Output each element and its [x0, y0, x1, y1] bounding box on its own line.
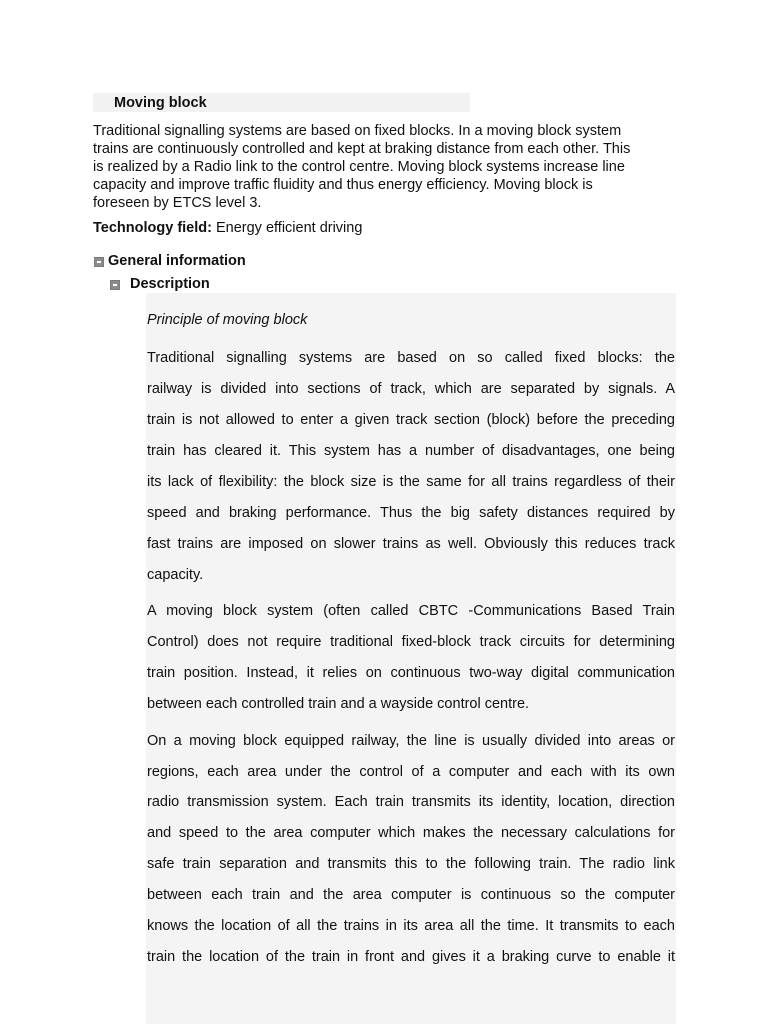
intro-line: is realized by a Radio link to the control centre. Moving block systems increase line [93, 159, 625, 175]
paragraph-line: fast trains are imposed on slower trains as well. Obviously this reduces track [147, 536, 675, 552]
collapse-minus-icon[interactable] [94, 257, 104, 267]
technology-field-label: Technology field: [93, 220, 212, 236]
paragraph-line: train position. Instead, it relies on continuous two-way digital communication [147, 665, 675, 681]
page-title: Moving block [114, 95, 207, 111]
paragraph-line: train the location of the train in front and gives it a braking curve to enable it [147, 949, 675, 965]
paragraph-line: between each train and the area computer is continuous so the computer [147, 887, 675, 903]
intro-paragraph [93, 122, 673, 212]
paragraph-line: speed and braking performance. Thus the big safety distances required by [147, 505, 675, 521]
intro-line: Traditional signalling systems are based on fixed blocks. In a moving block system [93, 123, 622, 139]
paragraph-line: railway is divided into sections of track, which are separated by signals. A [147, 381, 675, 397]
intro-line: capacity and improve traffic fluidity and thus energy efficiency. Moving block is [93, 177, 593, 193]
paragraph-line: capacity. [147, 567, 204, 583]
paragraph-line: radio transmission system. Each train transmits its identity, location, direction [147, 794, 675, 810]
description-heading[interactable]: Description [130, 276, 210, 292]
paragraph-line: between each controlled train and a wayside control centre. [147, 696, 530, 712]
description-panel [146, 293, 676, 1024]
collapse-minus-icon[interactable] [110, 280, 120, 290]
technology-field-value: Energy efficient driving [215, 220, 363, 236]
paragraph-line: its lack of flexibility: the block size is the same for all trains regardless of their [147, 474, 675, 490]
description-subheading: Principle of moving block [147, 312, 308, 328]
intro-line: trains are continuously controlled and kept at braking distance from each other. This [93, 141, 631, 157]
paragraph-line: train is not allowed to enter a given track section (block) before the preceding [147, 412, 675, 428]
section-title-bar [93, 93, 470, 112]
paragraph-line: safe train separation and transmits this to the following train. The radio link [147, 856, 675, 872]
intro-line: foreseen by ETCS level 3. [93, 195, 262, 211]
technology-field [93, 219, 362, 237]
paragraph-line: knows the location of all the trains in its area all the time. It transmits to each [147, 918, 675, 934]
general-information-heading[interactable]: General information [108, 253, 246, 269]
paragraph-line: Control) does not require traditional fixed-block track circuits for determining [147, 634, 675, 650]
paragraph-line: and speed to the area computer which makes the necessary calculations for [147, 825, 675, 841]
paragraph-line: Traditional signalling systems are based on so called fixed blocks: the [147, 350, 675, 366]
paragraph-line: On a moving block equipped railway, the line is usually divided into areas or [147, 733, 675, 749]
paragraph-line: regions, each area under the control of a computer and each with its own [147, 764, 675, 780]
paragraph-line: train has cleared it. This system has a number of disadvantages, one being [147, 443, 675, 459]
paragraph-line: A moving block system (often called CBTC -Communications Based Train [147, 603, 675, 619]
